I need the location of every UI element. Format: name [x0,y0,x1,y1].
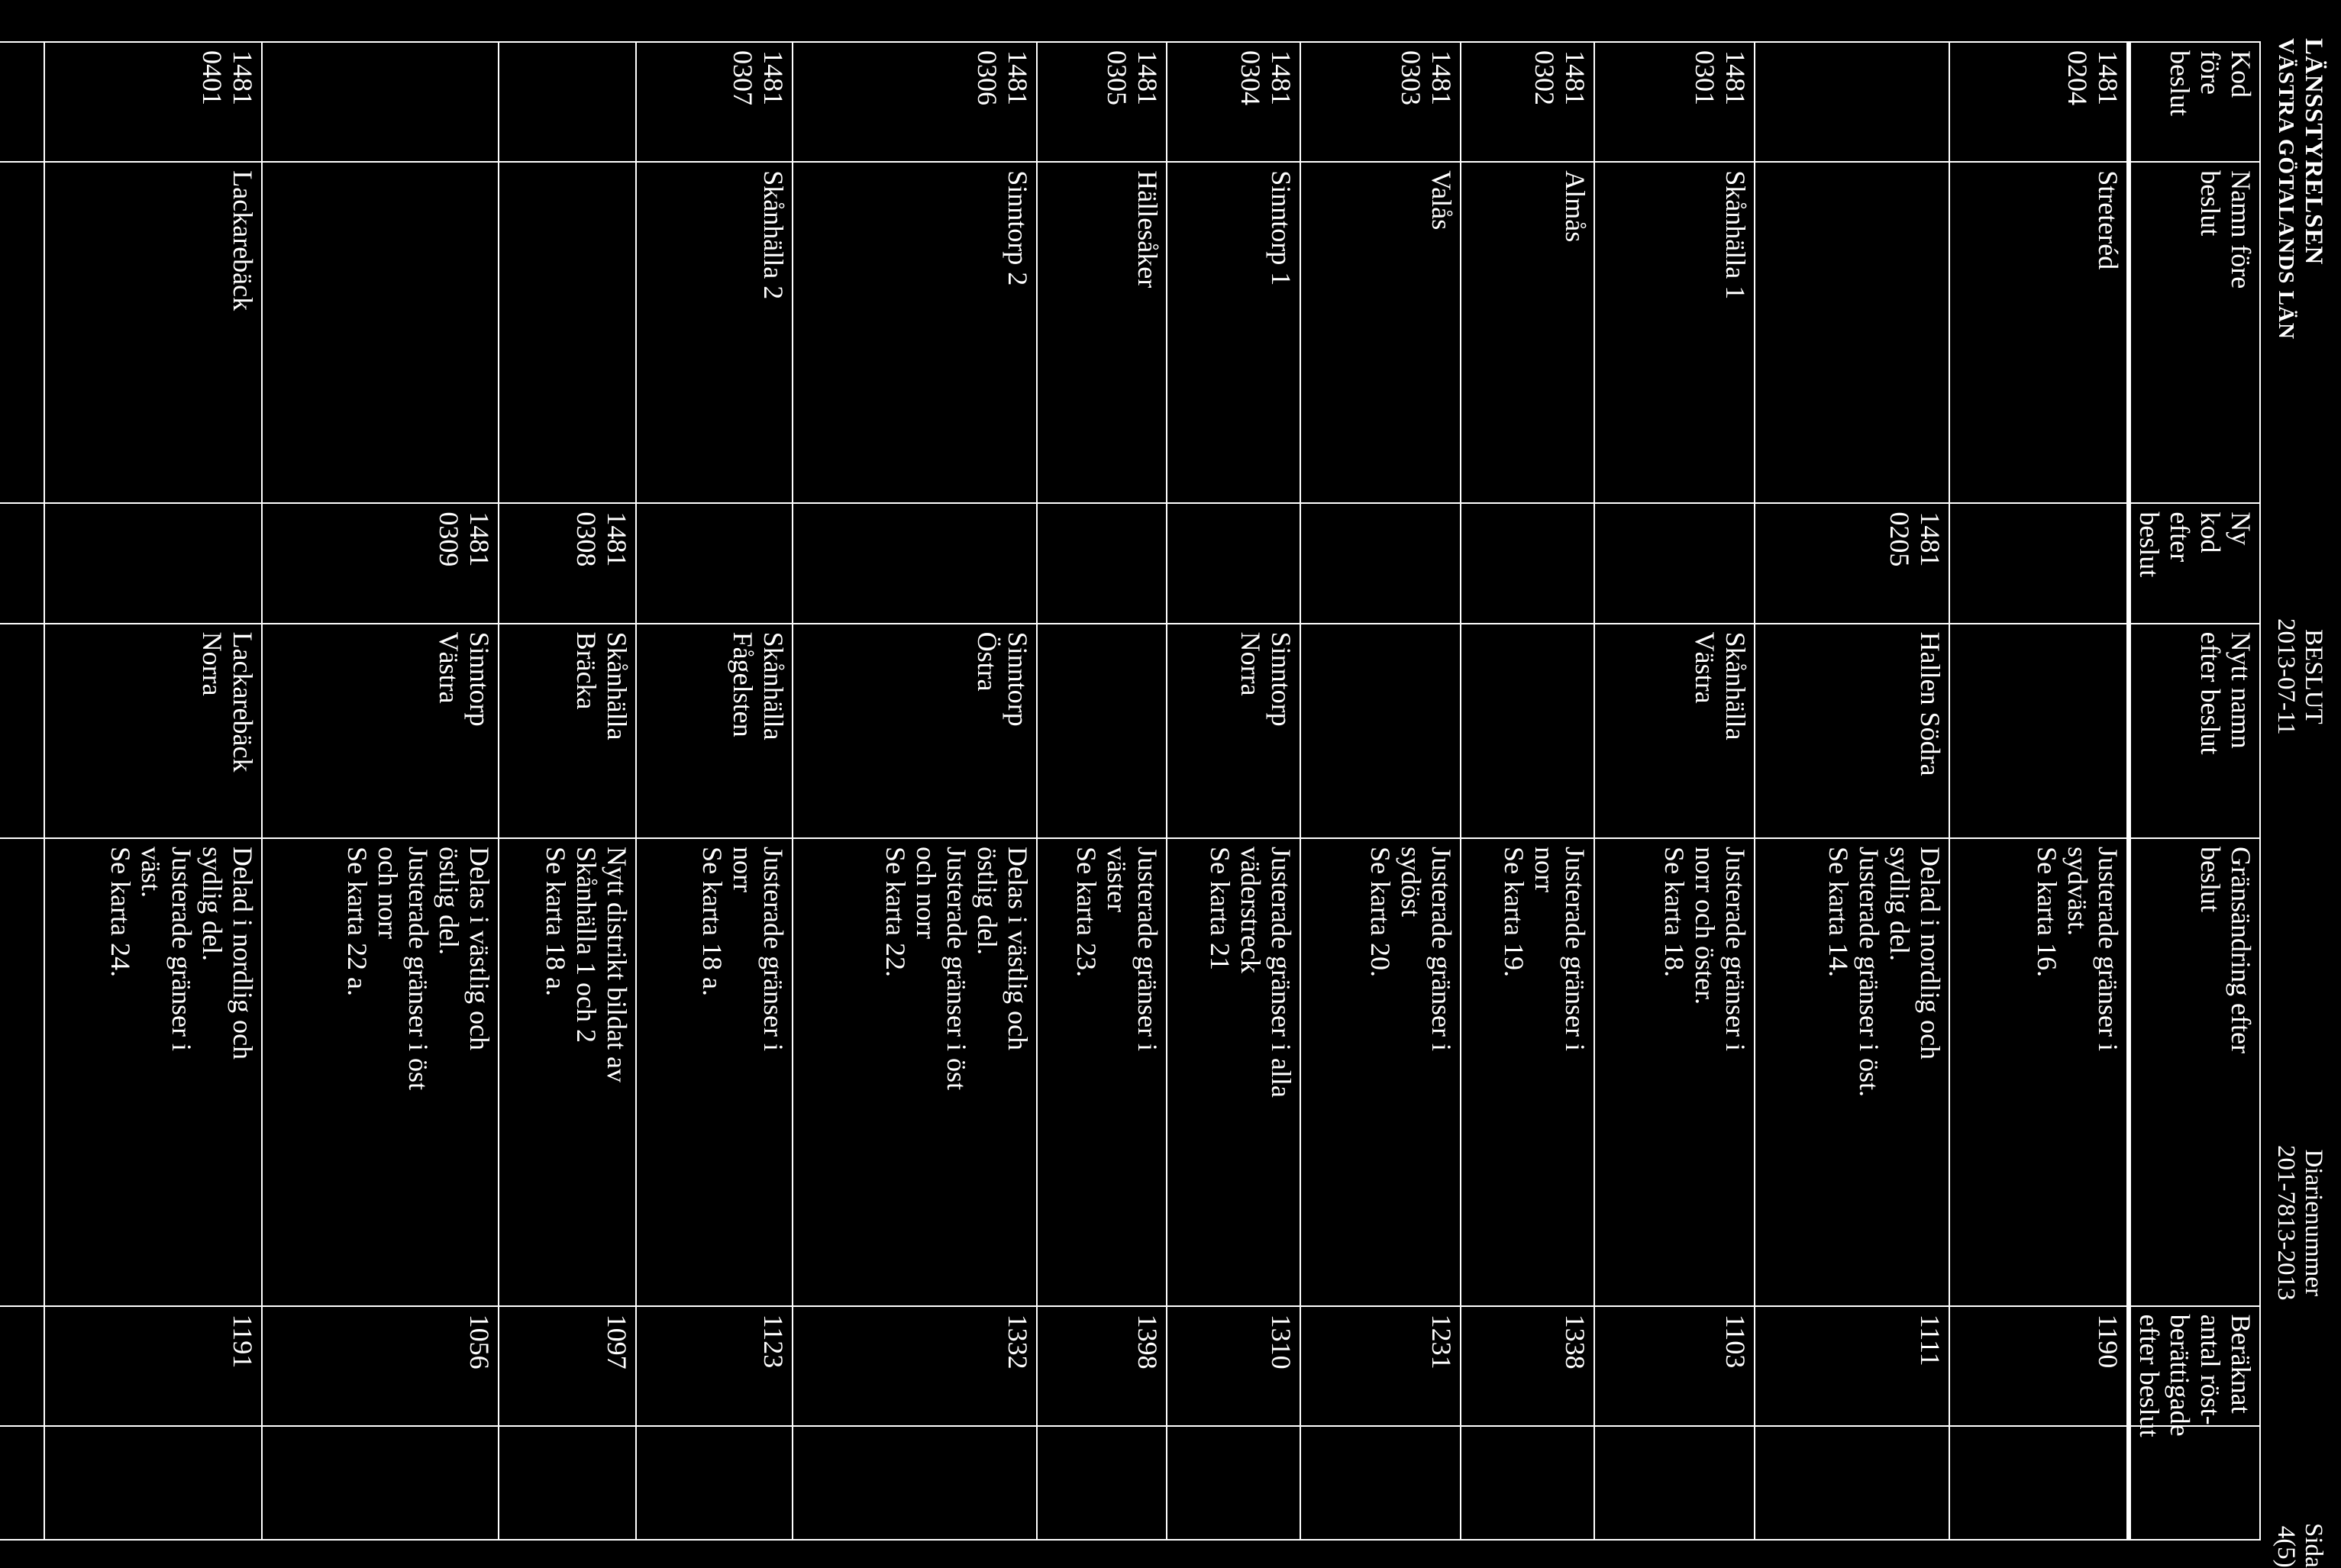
voter-count-cell [499,1306,636,1426]
new-name-cell [1594,624,1755,838]
cell-text: Skånhälla 1 och 2 [571,847,602,1043]
voter-count-cell [1949,1306,2129,1426]
table-row [262,42,499,1540]
new-name-cell [636,624,793,838]
cell-text: Hällesåker [1132,170,1163,289]
old-code-cell [636,42,793,162]
cell-text: Nytt distrikt bildat av [602,847,632,1083]
boundary-change-cell [1300,838,1461,1306]
cell-text: Sinntorp [1003,631,1033,727]
old-name-cell [1300,162,1461,503]
extra-cell [793,1426,1037,1540]
new-name-cell [793,624,1037,838]
cell-text: Sinntorp [464,631,495,727]
cell-text: Skånhälla 1 [1720,170,1751,300]
cell-text: och norr [373,847,403,940]
cell-text: Justerade gränser i [1132,847,1163,1051]
document-type: BESLUT [2300,629,2327,724]
voter-count-cell [1594,1306,1755,1426]
cell-text: Delad i nordlig och [228,847,258,1060]
cell-text: Se karta 20. [1365,847,1396,977]
new-name-cell [1949,624,2129,838]
cell-text: Delad i nordlig och [1915,847,1945,1060]
new-name-cell [1461,624,1594,838]
boundary-change-cell [636,838,793,1306]
new-code-cell [0,503,44,623]
voter-count-cell [1167,1306,1300,1426]
cell-text: 0303 [1396,50,1426,105]
table-row [499,42,636,1540]
column-header: Gränsändring efter beslut [2129,838,2260,1306]
cell-text: sydväst. [2062,847,2093,937]
cell-text: Skånhälla [602,631,632,740]
old-name-cell [44,162,262,503]
boundary-change-cell [793,838,1037,1306]
cell-text: Justerade gränser i [1426,847,1457,1051]
new-code-cell [499,503,636,623]
new-code-cell [262,503,499,623]
cell-text: 0305 [1102,50,1132,105]
voter-count-cell [1300,1306,1461,1426]
cell-text: Östra [972,631,1003,692]
authority-name: LÄNSSTYRELSEN [2300,38,2327,266]
cell-text: Se karta 24. [105,847,136,977]
column-header: Kod före beslut [2129,42,2260,162]
cell-text: 1103 [1720,1314,1751,1369]
old-code-cell [793,42,1037,162]
old-name-cell [1949,162,2129,503]
voter-count-cell [1755,1306,1949,1426]
decision-header [2272,618,2327,735]
cell-text: väst. [136,847,166,899]
new-code-cell [1461,503,1594,623]
voter-count-cell [44,1306,262,1426]
new-code-cell [1594,503,1755,623]
cell-text: 0204 [2062,50,2093,105]
cell-text: Sinntorp 2 [1003,170,1033,286]
cell-text: Västra [434,631,464,704]
boundary-change-cell [0,838,44,1306]
new-name-cell [499,624,636,838]
voter-count-cell [636,1306,793,1426]
boundary-change-cell [1755,838,1949,1306]
cell-text: 1123 [758,1314,789,1369]
extra-cell [262,1426,499,1540]
new-code-cell [44,503,262,623]
extra-cell [1300,1426,1461,1540]
cell-text: Se karta 22 a. [342,847,373,996]
new-name-cell [44,624,262,838]
new-code-cell [1167,503,1300,623]
voter-count-cell [1461,1306,1594,1426]
cell-text: Norra [197,631,228,696]
extra-cell [1461,1426,1594,1540]
authority-county: VÄSTRA GÖTALANDS LÄN [2274,38,2298,340]
diary-number: 201-7813-2013 [2272,1145,2300,1301]
cell-text: Västra [1690,631,1720,704]
cell-text: 1481 [1003,50,1033,105]
boundary-change-cell [1949,838,2129,1306]
page-label: Sida [2300,1523,2327,1568]
extra-cell [1037,1426,1167,1540]
cell-text: 1481 [1132,50,1163,105]
cell-text: sydlig del. [1884,847,1915,962]
cell-text: norr [1529,847,1560,893]
district-table [0,41,2261,1541]
old-name-cell [636,162,793,503]
extra-cell [1755,1426,1949,1540]
new-name-cell [0,624,44,838]
column-header [2129,1426,2260,1540]
old-code-cell [1949,42,2129,162]
old-code-cell [1755,42,1949,162]
old-name-cell [0,162,44,503]
old-name-cell [1755,162,1949,503]
cell-text: Hallen Södra [1915,631,1945,776]
cell-text: 1481 [1426,50,1457,105]
cell-text: Justerade gränser i öst. [1854,847,1884,1097]
cell-text: 1481 [228,50,258,105]
cell-text: sydöst [1396,847,1426,918]
cell-text: Se karta 19. [1499,847,1529,977]
authority-header [2272,38,2327,340]
new-code-cell [1037,503,1167,623]
cell-text: 1310 [1266,1314,1296,1370]
table-row [1594,42,1755,1540]
cell-text: Norra [1235,631,1266,696]
boundary-change-cell [499,838,636,1306]
new-code-cell [1949,503,2129,623]
cell-text: 1481 [464,511,495,567]
decision-date: 2013-07-11 [2272,618,2300,735]
page-number: 4(5) [2272,1525,2300,1568]
boundary-change-cell [1167,838,1300,1306]
new-name-cell [1300,624,1461,838]
table-row [1167,42,1300,1540]
old-name-cell [499,162,636,503]
cell-text: 1398 [1132,1314,1163,1370]
cell-text: 1481 [2093,50,2123,105]
new-code-cell [1300,503,1461,623]
cell-text: Lackarebäck [228,631,258,773]
table-row [1461,42,1594,1540]
cell-text: norr och öster. [1690,847,1720,1005]
new-name-cell [1755,624,1949,838]
cell-text: Se karta 16. [2032,847,2062,977]
table-row [0,42,44,1540]
cell-text: Justerade gränser i öst [941,847,972,1090]
extra-cell [0,1426,44,1540]
new-code-cell [636,503,793,623]
table-row [636,42,793,1540]
cell-text: 1481 [758,50,789,105]
new-code-cell [793,503,1037,623]
cell-text: norr [728,847,758,893]
cell-text: Se karta 23. [1071,847,1102,977]
cell-text: Streteréd [2093,170,2123,270]
extra-cell [1167,1426,1300,1540]
cell-text: Almås [1560,170,1590,243]
old-code-cell [1037,42,1167,162]
extra-cell [44,1426,262,1540]
cell-text: Delas i västlig och [1003,847,1033,1050]
cell-text: sydlig del. [197,847,228,962]
cell-text: östlig del. [434,847,464,956]
old-name-cell [793,162,1037,503]
column-header: Ny kod efter beslut [2129,503,2260,623]
old-name-cell [1461,162,1594,503]
table-header-row [2129,42,2260,1540]
cell-text: 1097 [602,1314,632,1370]
table-row [1037,42,1167,1540]
cell-text: Skånhälla 2 [758,170,789,300]
extra-cell [1949,1426,2129,1540]
cell-text: Justerade gränser i [2093,847,2123,1051]
cell-text: 0306 [972,50,1003,105]
cell-text: 0302 [1529,50,1560,105]
voter-count-cell [793,1306,1037,1426]
cell-text: Delas i västlig och [464,847,495,1050]
boundary-change-cell [44,838,262,1306]
cell-text: 1481 [1720,50,1751,105]
extra-cell [499,1426,636,1540]
boundary-change-cell [1037,838,1167,1306]
old-code-cell [1167,42,1300,162]
cell-text: Se karta 22. [880,847,911,977]
table-row [1949,42,2129,1540]
new-name-cell [262,624,499,838]
voter-count-cell [1037,1306,1167,1426]
table-row [1300,42,1461,1540]
old-name-cell [1594,162,1755,503]
cell-text: Justerade gränser i alla [1266,847,1296,1098]
old-name-cell [1037,162,1167,503]
cell-text: Sinntorp 1 [1266,170,1296,286]
old-code-cell [1300,42,1461,162]
old-code-cell [44,42,262,162]
cell-text: östlig del. [972,847,1003,956]
cell-text: Skånhälla [758,631,789,740]
cell-text: och norr [911,847,941,940]
table-row [793,42,1037,1540]
cell-text: 1481 [1560,50,1590,105]
cell-text: 1191 [228,1314,258,1369]
column-header: Beräknat antal röst- berättigade efter beslut [2129,1306,2260,1426]
old-name-cell [262,162,499,503]
cell-text: 0301 [1690,50,1720,105]
cell-text: Se karta 14. [1823,847,1854,977]
old-code-cell [499,42,636,162]
table-body [0,42,2129,1540]
cell-text: Se karta 18 a. [697,847,728,996]
cell-text: Justerade gränser i öst [403,847,434,1090]
cell-text: Skånhälla [1720,631,1751,740]
diary-label: Diarienummer [2300,1149,2327,1296]
old-code-cell [1594,42,1755,162]
cell-text: 1481 [1266,50,1296,105]
cell-text: 0401 [197,50,228,105]
cell-text: Bräcka [571,631,602,710]
table-row [44,42,262,1540]
cell-text: Se karta 18 a. [541,847,571,996]
cell-text: 0205 [1884,511,1915,567]
extra-cell [636,1426,793,1540]
cell-text: 0307 [728,50,758,105]
extra-cell [1594,1426,1755,1540]
cell-text: Justerade gränser i [1720,847,1751,1051]
cell-text: 1056 [464,1314,495,1370]
table-row [1755,42,1949,1540]
column-header: Nytt namn efter beslut [2129,624,2260,838]
cell-text: 1190 [2093,1314,2123,1369]
cell-text: 1231 [1426,1314,1457,1370]
cell-text: Se karta 18. [1659,847,1690,977]
boundary-change-cell [1461,838,1594,1306]
column-header: Namn före beslut [2129,162,2260,503]
old-code-cell [1461,42,1594,162]
cell-text: Valås [1426,170,1457,231]
cell-text: 0304 [1235,50,1266,105]
cell-text: Lackarebäck [228,170,258,311]
voter-count-cell [262,1306,499,1426]
cell-text: väderstreck [1235,847,1266,973]
new-name-cell [1167,624,1300,838]
cell-text: 0309 [434,511,464,567]
cell-text: Justerade gränser i [758,847,789,1051]
old-code-cell [0,42,44,162]
boundary-change-cell [262,838,499,1306]
cell-text: 1481 [1915,511,1945,567]
cell-text: Se karta 21 [1205,847,1235,970]
old-code-cell [262,42,499,162]
new-code-cell [1755,503,1949,623]
boundary-change-cell [1594,838,1755,1306]
cell-text: Justerade gränser i [1560,847,1590,1051]
voter-count-cell [0,1306,44,1426]
cell-text: Justerade gränser i [166,847,197,1051]
cell-text: 1111 [1915,1314,1945,1366]
cell-text: 0308 [571,511,602,567]
cell-text: Fågelsten [728,631,758,737]
page-number-header [2272,1523,2327,1568]
new-name-cell [1037,624,1167,838]
cell-text: väster [1102,847,1132,913]
cell-text: 1481 [602,511,632,567]
cell-text: Sinntorp [1266,631,1296,727]
diary-header [2272,1145,2327,1300]
cell-text: 1338 [1560,1314,1590,1370]
cell-text: 1332 [1003,1314,1033,1370]
old-name-cell [1167,162,1300,503]
